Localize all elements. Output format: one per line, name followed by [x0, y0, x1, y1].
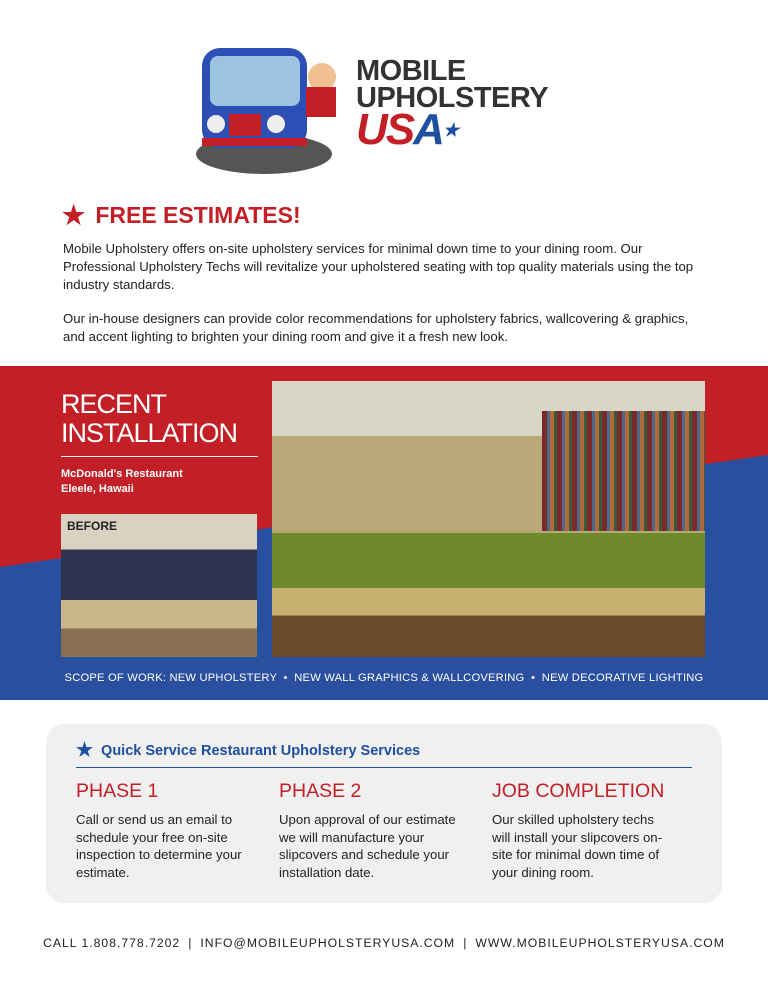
- services-heading: ★ Quick Service Restaurant Upholstery Services: [76, 740, 421, 761]
- intro-paragraph-2: Our in-house designers can provide color recommendations for upholstery fabrics, wallcovering & graphics, and accent lighting to brighten your dining room and give it a fresh new look.: [63, 311, 689, 344]
- van-mascot-logo: [194, 42, 344, 177]
- phase-2-title: PHASE 2: [279, 780, 362, 802]
- divider: [61, 456, 258, 457]
- phone[interactable]: CALL 1.808.778.7202: [43, 936, 181, 950]
- logo-usa: USA★: [356, 105, 458, 154]
- divider: [76, 767, 692, 768]
- job-completion-title: JOB COMPLETION: [492, 780, 665, 802]
- installation-location: McDonald's Restaurant Eleele, Hawaii: [61, 468, 183, 495]
- star-icon: ★: [62, 200, 86, 230]
- after-photo: [272, 381, 705, 657]
- before-label: BEFORE: [67, 519, 118, 533]
- star-icon: ★: [76, 740, 94, 761]
- before-photo: [61, 514, 257, 657]
- phase-1-title: PHASE 1: [76, 780, 159, 802]
- logo-text: MOBILE UPHOLSTERY: [356, 55, 549, 114]
- phase-2-text: Upon approval of our estimate we will manufacture your slipcovers and schedule your installation date.: [279, 812, 456, 880]
- scope-of-work: SCOPE OF WORK: NEW UPHOLSTERY • NEW WALL GRAPHICS & WALLCOVERING • NEW DECORATIVE LIGHTING: [64, 672, 704, 684]
- intro-paragraph-1: Mobile Upholstery offers on-site upholstery services for minimal down time to your dining room. Our Professional Upholstery Techs will revitalize your upholstered seating with top quality materials using the top industry standards.: [63, 241, 694, 292]
- email-link[interactable]: INFO@MOBILEUPHOLSTERYUSA.COM: [200, 936, 456, 950]
- phase-1-text: Call or send us an email to schedule your free on-site inspection to determine your estimate.: [76, 812, 242, 880]
- free-estimates-heading: ★ FREE ESTIMATES!: [62, 200, 301, 230]
- recent-installation-title: RECENT INSTALLATION: [61, 389, 238, 448]
- footer-contact: CALL 1.808.778.7202 | INFO@MOBILEUPHOLSTERYUSA.COM | WWW.MOBILEUPHOLSTERYUSA.COM: [43, 936, 725, 950]
- job-completion-text: Our skilled upholstery techs will install your slipcovers on-site for minimal down time of your dining room.: [492, 812, 663, 880]
- website-link[interactable]: WWW.MOBILEUPHOLSTERYUSA.COM: [475, 936, 725, 950]
